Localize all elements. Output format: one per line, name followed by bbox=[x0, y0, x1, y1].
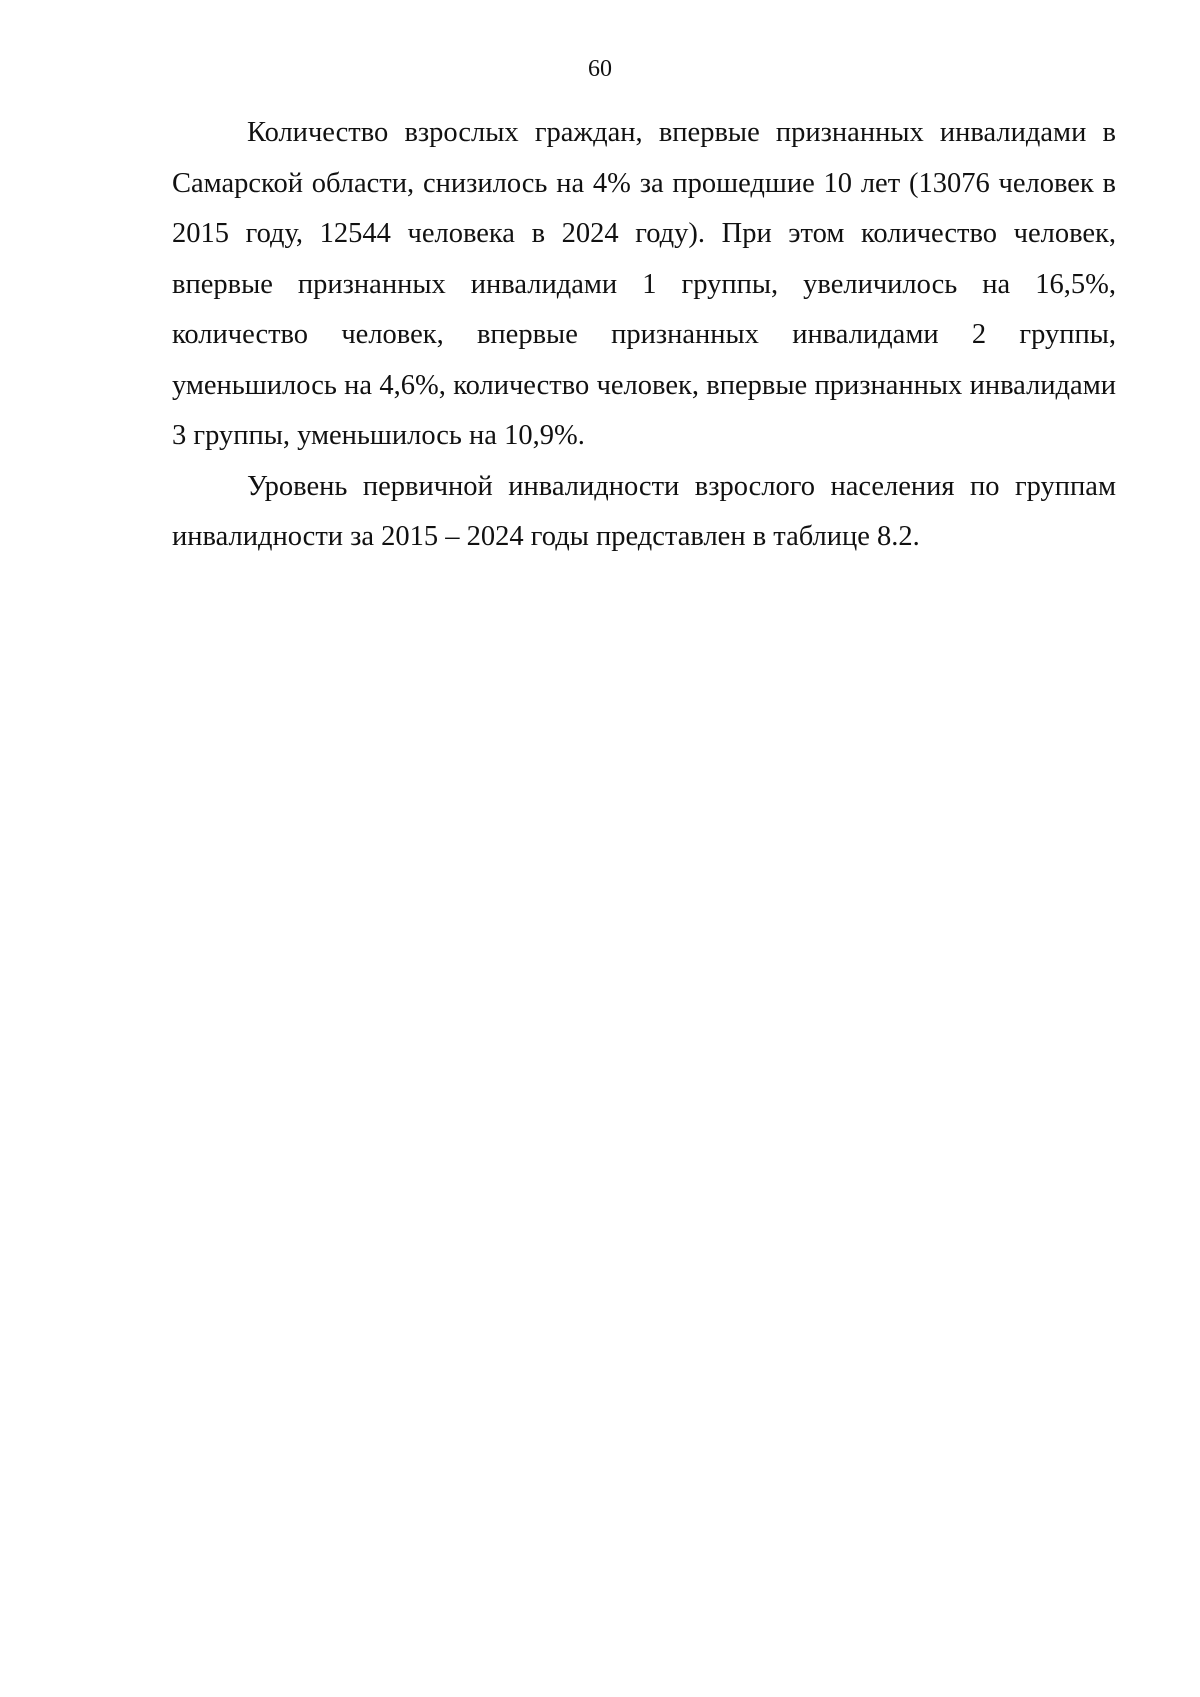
page-body bbox=[172, 108, 1116, 563]
page-number: 60 bbox=[588, 56, 612, 82]
paragraph-table-reference: Уровень первичной инвалидности взрослого населения по группам инвалидности за 2015 – 2024 годы представлен в таблице 8.2. bbox=[172, 470, 1116, 552]
paragraph-disability-count-change: Количество взрослых граждан, впервые признанных инвалидами в Самарской области, снизилось на 4% за прошедшие 10 лет (13076 человек в 2015 году, 12544 человека в 2024 году). При этом количество человек, впервые признанных инвалидами 1 группы, увеличилось на 16,5%, количество человек, впервые признанных инвалидами 2 группы, уменьшилось на 4,6%, количество человек, впервые признанных инвалидами 3 группы, уменьшилось на 10,9%. bbox=[172, 117, 1116, 451]
